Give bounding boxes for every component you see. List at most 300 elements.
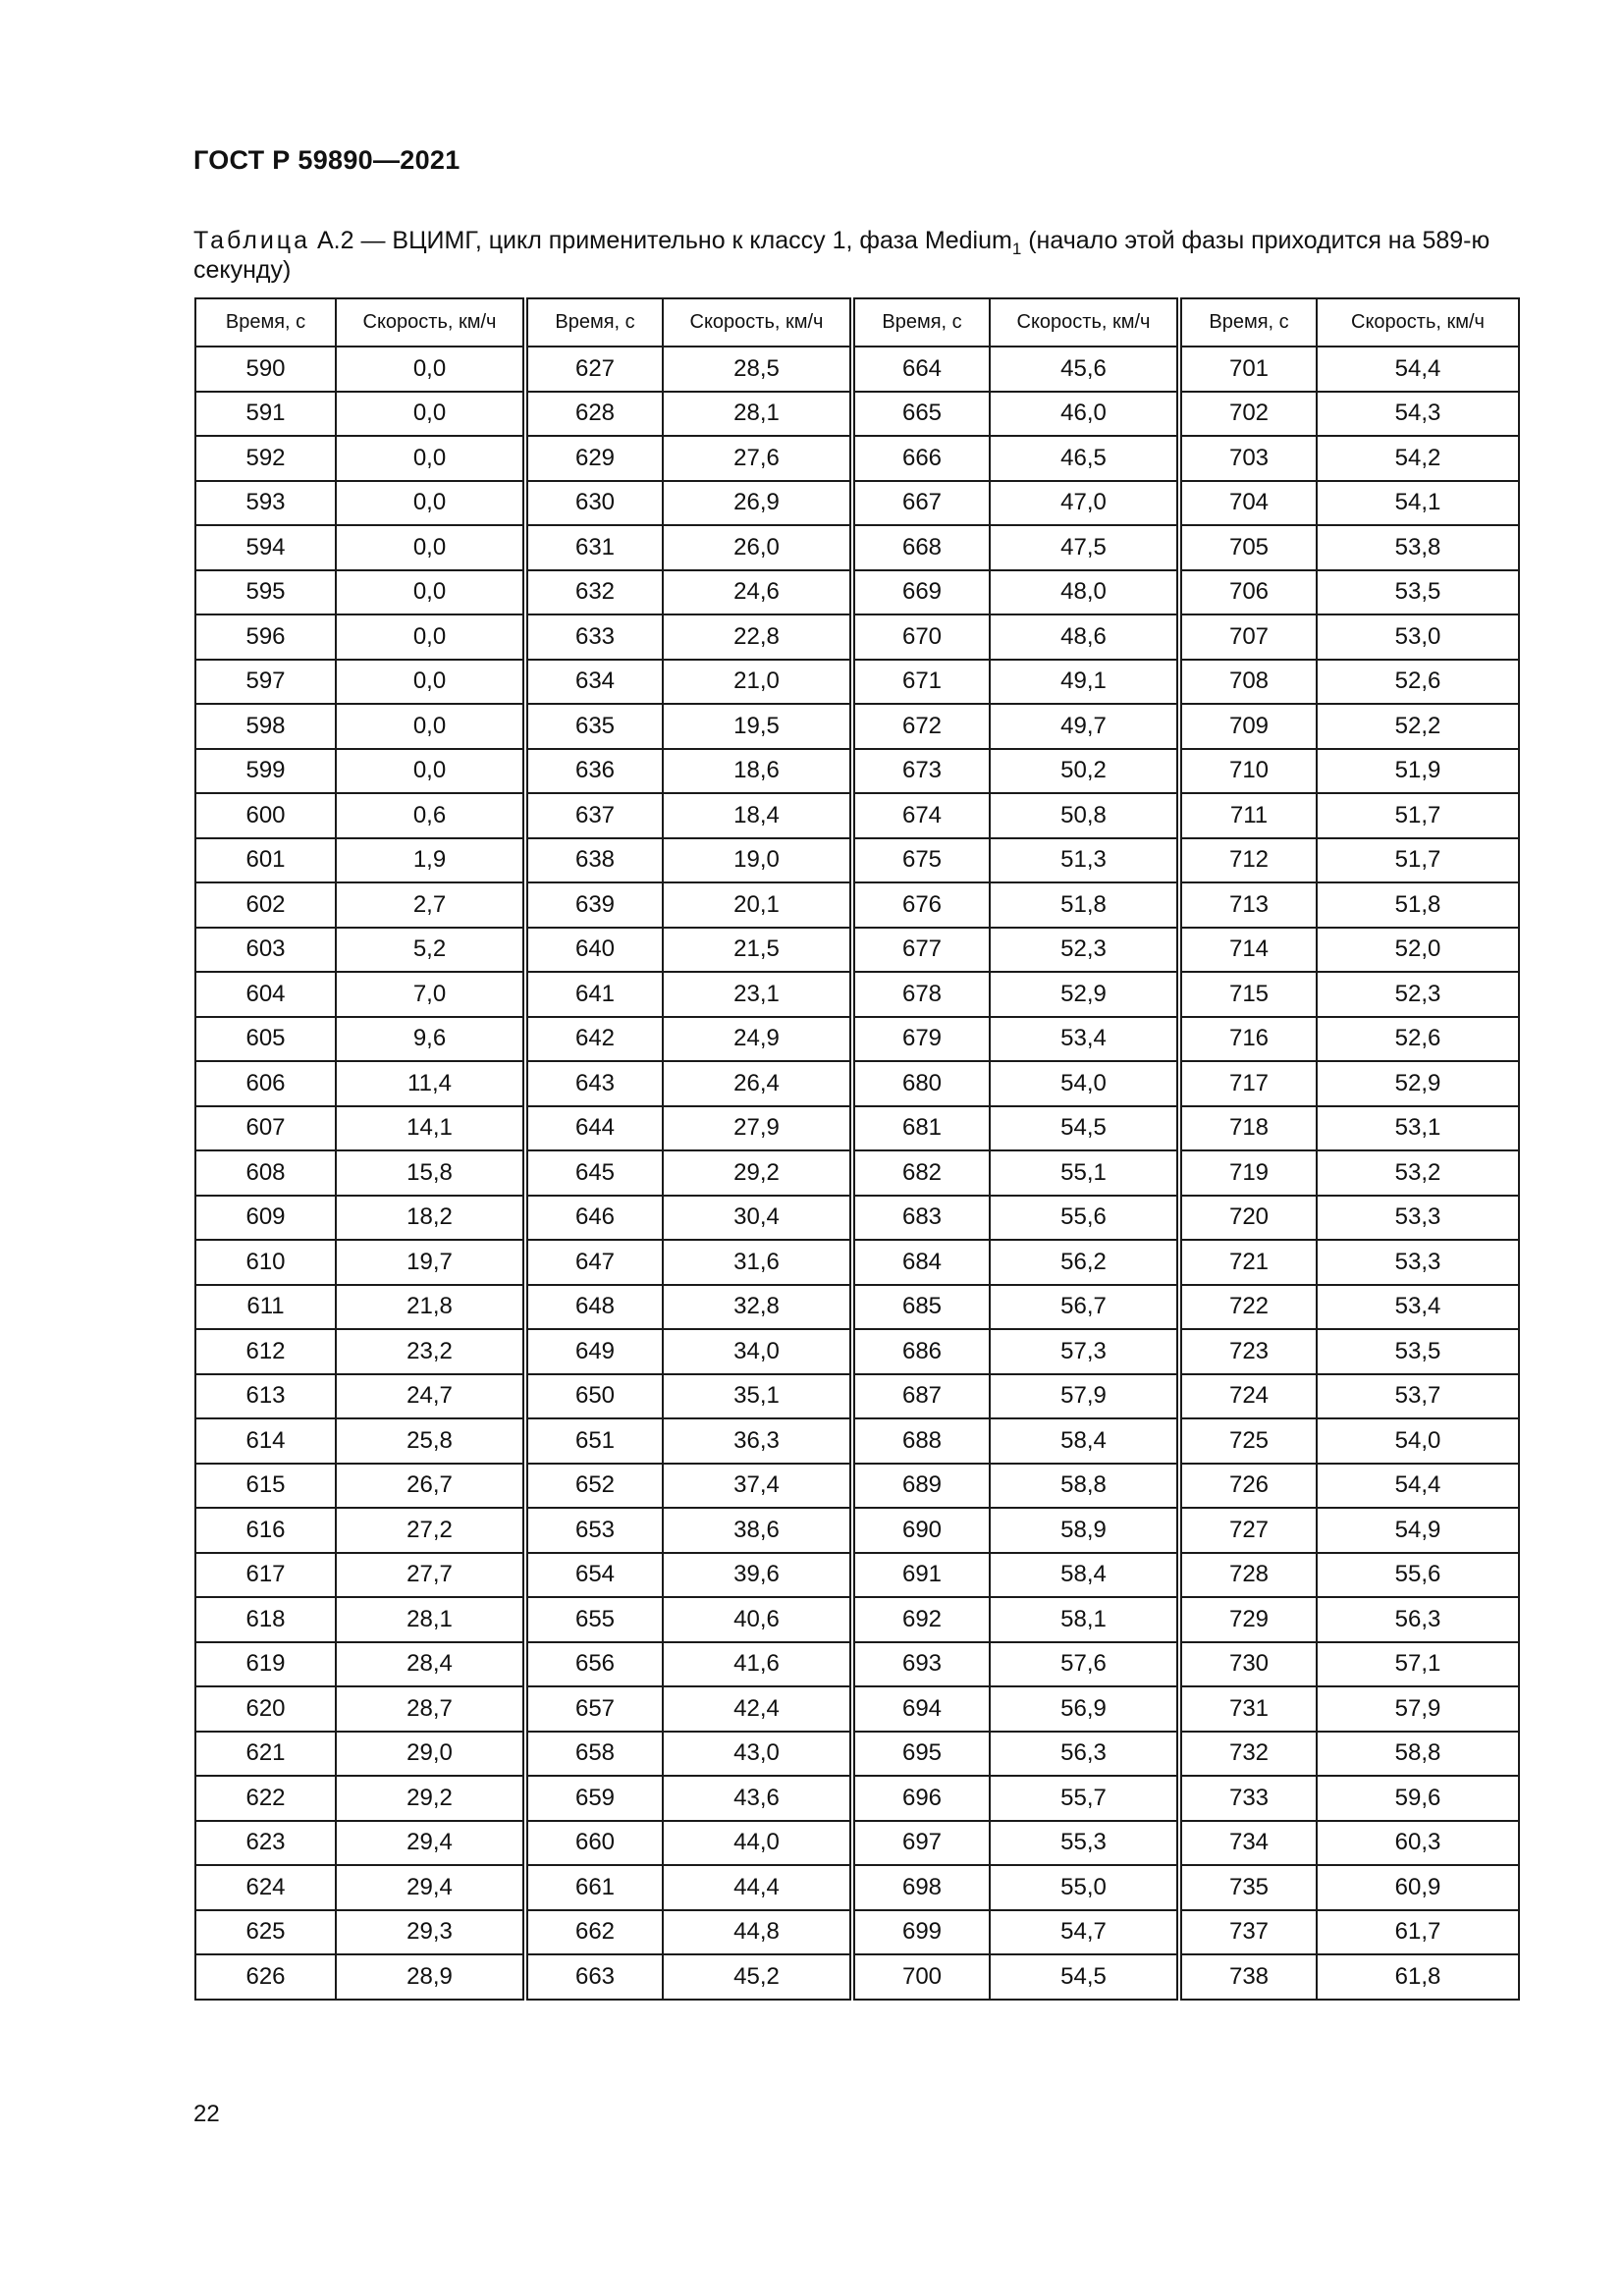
cell-speed: 29,4 <box>336 1821 525 1866</box>
cell-time: 642 <box>525 1017 663 1062</box>
cell-speed: 57,9 <box>990 1374 1179 1419</box>
cell-speed: 59,6 <box>1317 1776 1519 1821</box>
cell-time: 596 <box>195 614 336 660</box>
table-row <box>195 1464 1519 1509</box>
cell-speed: 14,1 <box>336 1106 525 1151</box>
cell-time: 622 <box>195 1776 336 1821</box>
cell-speed: 55,6 <box>1317 1553 1519 1598</box>
cell-speed: 27,9 <box>663 1106 852 1151</box>
cell-speed: 44,0 <box>663 1821 852 1866</box>
cell-speed: 37,4 <box>663 1464 852 1509</box>
cell-time: 734 <box>1179 1821 1317 1866</box>
cell-time: 720 <box>1179 1196 1317 1241</box>
cell-speed: 58,9 <box>990 1508 1179 1553</box>
cell-time: 709 <box>1179 704 1317 749</box>
cell-time: 617 <box>195 1553 336 1598</box>
cell-speed: 52,3 <box>1317 972 1519 1017</box>
table-row <box>195 1732 1519 1777</box>
cell-time: 699 <box>852 1910 990 1955</box>
cell-speed: 58,8 <box>990 1464 1179 1509</box>
cell-time: 638 <box>525 838 663 883</box>
table-row <box>195 570 1519 615</box>
cell-speed: 49,1 <box>990 660 1179 705</box>
cell-time: 674 <box>852 793 990 838</box>
cell-speed: 1,9 <box>336 838 525 883</box>
cell-time: 601 <box>195 838 336 883</box>
table-row <box>195 1954 1519 2000</box>
cell-speed: 55,7 <box>990 1776 1179 1821</box>
cell-time: 690 <box>852 1508 990 1553</box>
cell-speed: 58,1 <box>990 1597 1179 1642</box>
cell-speed: 29,2 <box>336 1776 525 1821</box>
cell-speed: 60,9 <box>1317 1865 1519 1910</box>
cell-time: 726 <box>1179 1464 1317 1509</box>
cell-time: 654 <box>525 1553 663 1598</box>
cell-time: 608 <box>195 1150 336 1196</box>
cell-speed: 53,4 <box>990 1017 1179 1062</box>
cell-time: 630 <box>525 481 663 526</box>
cell-time: 656 <box>525 1642 663 1687</box>
cell-speed: 58,4 <box>990 1553 1179 1598</box>
cell-speed: 53,1 <box>1317 1106 1519 1151</box>
cell-speed: 11,4 <box>336 1061 525 1106</box>
cell-time: 600 <box>195 793 336 838</box>
cell-time: 717 <box>1179 1061 1317 1106</box>
cell-speed: 53,3 <box>1317 1240 1519 1285</box>
cell-speed: 51,7 <box>1317 793 1519 838</box>
cell-speed: 0,0 <box>336 660 525 705</box>
cell-speed: 27,7 <box>336 1553 525 1598</box>
table-row <box>195 1374 1519 1419</box>
cell-time: 719 <box>1179 1150 1317 1196</box>
cell-time: 618 <box>195 1597 336 1642</box>
cell-speed: 56,9 <box>990 1686 1179 1732</box>
cell-time: 602 <box>195 882 336 928</box>
table-row <box>195 1061 1519 1106</box>
cell-speed: 26,9 <box>663 481 852 526</box>
cell-speed: 54,9 <box>1317 1508 1519 1553</box>
cell-time: 729 <box>1179 1597 1317 1642</box>
cell-time: 621 <box>195 1732 336 1777</box>
cell-speed: 56,7 <box>990 1285 1179 1330</box>
caption-text: А.2 — ВЦИМГ, цикл применительно к классу 1, фаза Medium <box>310 227 1012 254</box>
cell-speed: 18,4 <box>663 793 852 838</box>
table-row <box>195 1553 1519 1598</box>
cell-speed: 53,7 <box>1317 1374 1519 1419</box>
cell-time: 666 <box>852 436 990 481</box>
cell-speed: 0,0 <box>336 614 525 660</box>
cell-speed: 20,1 <box>663 882 852 928</box>
table-row <box>195 1017 1519 1062</box>
cell-speed: 0,0 <box>336 570 525 615</box>
cell-speed: 52,6 <box>1317 660 1519 705</box>
cell-time: 710 <box>1179 749 1317 794</box>
cell-time: 599 <box>195 749 336 794</box>
cell-speed: 18,2 <box>336 1196 525 1241</box>
cell-time: 616 <box>195 1508 336 1553</box>
cell-speed: 28,4 <box>336 1642 525 1687</box>
table-body <box>195 347 1519 2000</box>
cell-time: 650 <box>525 1374 663 1419</box>
cell-speed: 15,8 <box>336 1150 525 1196</box>
cell-time: 593 <box>195 481 336 526</box>
cell-speed: 27,2 <box>336 1508 525 1553</box>
table-row <box>195 1776 1519 1821</box>
cell-time: 688 <box>852 1418 990 1464</box>
column-header-speed: Скорость, км/ч <box>663 298 852 347</box>
cell-time: 715 <box>1179 972 1317 1017</box>
cell-speed: 24,7 <box>336 1374 525 1419</box>
cell-speed: 52,0 <box>1317 928 1519 973</box>
table-row <box>195 614 1519 660</box>
cell-speed: 28,7 <box>336 1686 525 1732</box>
cell-speed: 26,7 <box>336 1464 525 1509</box>
table-row <box>195 838 1519 883</box>
cell-speed: 21,5 <box>663 928 852 973</box>
cell-speed: 29,2 <box>663 1150 852 1196</box>
cell-speed: 22,8 <box>663 614 852 660</box>
cell-speed: 25,8 <box>336 1418 525 1464</box>
cell-speed: 41,6 <box>663 1642 852 1687</box>
cell-time: 680 <box>852 1061 990 1106</box>
cell-time: 606 <box>195 1061 336 1106</box>
cell-speed: 51,8 <box>990 882 1179 928</box>
column-header-time: Время, с <box>1179 298 1317 347</box>
cell-speed: 0,0 <box>336 347 525 392</box>
cell-time: 672 <box>852 704 990 749</box>
cell-time: 705 <box>1179 525 1317 570</box>
cell-speed: 0,0 <box>336 481 525 526</box>
table-row <box>195 1910 1519 1955</box>
cell-speed: 48,0 <box>990 570 1179 615</box>
cell-time: 731 <box>1179 1686 1317 1732</box>
cell-speed: 34,0 <box>663 1329 852 1374</box>
cell-speed: 51,9 <box>1317 749 1519 794</box>
cell-time: 702 <box>1179 392 1317 437</box>
cell-time: 678 <box>852 972 990 1017</box>
cell-time: 679 <box>852 1017 990 1062</box>
cell-speed: 54,5 <box>990 1954 1179 2000</box>
cell-time: 623 <box>195 1821 336 1866</box>
cell-time: 692 <box>852 1597 990 1642</box>
cell-speed: 57,9 <box>1317 1686 1519 1732</box>
cell-speed: 40,6 <box>663 1597 852 1642</box>
cell-speed: 44,8 <box>663 1910 852 1955</box>
cell-time: 619 <box>195 1642 336 1687</box>
cell-time: 671 <box>852 660 990 705</box>
cell-time: 658 <box>525 1732 663 1777</box>
table-row <box>195 1418 1519 1464</box>
table-row <box>195 882 1519 928</box>
cell-speed: 45,2 <box>663 1954 852 2000</box>
column-header-time: Время, с <box>525 298 663 347</box>
cell-speed: 60,3 <box>1317 1821 1519 1866</box>
cell-speed: 30,4 <box>663 1196 852 1241</box>
table-row <box>195 928 1519 973</box>
cell-speed: 44,4 <box>663 1865 852 1910</box>
cell-time: 612 <box>195 1329 336 1374</box>
table-row <box>195 1686 1519 1732</box>
column-header-speed: Скорость, км/ч <box>990 298 1179 347</box>
cell-speed: 54,5 <box>990 1106 1179 1151</box>
cell-speed: 0,0 <box>336 704 525 749</box>
cell-speed: 52,2 <box>1317 704 1519 749</box>
cell-speed: 19,7 <box>336 1240 525 1285</box>
cell-time: 649 <box>525 1329 663 1374</box>
cell-time: 698 <box>852 1865 990 1910</box>
cell-time: 607 <box>195 1106 336 1151</box>
cell-speed: 31,6 <box>663 1240 852 1285</box>
table-row <box>195 1150 1519 1196</box>
caption-prefix: Таблица <box>193 227 311 254</box>
cell-speed: 54,0 <box>1317 1418 1519 1464</box>
cell-time: 594 <box>195 525 336 570</box>
cell-speed: 27,6 <box>663 436 852 481</box>
cell-time: 664 <box>852 347 990 392</box>
cell-time: 725 <box>1179 1418 1317 1464</box>
cell-speed: 61,7 <box>1317 1910 1519 1955</box>
cell-time: 644 <box>525 1106 663 1151</box>
cell-time: 615 <box>195 1464 336 1509</box>
column-header-speed: Скорость, км/ч <box>1317 298 1519 347</box>
cell-time: 714 <box>1179 928 1317 973</box>
cell-speed: 52,9 <box>990 972 1179 1017</box>
table-row <box>195 1821 1519 1866</box>
cell-speed: 53,3 <box>1317 1196 1519 1241</box>
cell-speed: 19,0 <box>663 838 852 883</box>
cell-speed: 28,9 <box>336 1954 525 2000</box>
cell-time: 689 <box>852 1464 990 1509</box>
cell-time: 686 <box>852 1329 990 1374</box>
cell-time: 682 <box>852 1150 990 1196</box>
column-header-speed: Скорость, км/ч <box>336 298 525 347</box>
cell-time: 605 <box>195 1017 336 1062</box>
cell-speed: 53,8 <box>1317 525 1519 570</box>
cell-time: 685 <box>852 1285 990 1330</box>
cell-time: 683 <box>852 1196 990 1241</box>
cell-speed: 29,3 <box>336 1910 525 1955</box>
cell-time: 653 <box>525 1508 663 1553</box>
cell-time: 677 <box>852 928 990 973</box>
cell-time: 701 <box>1179 347 1317 392</box>
cell-time: 724 <box>1179 1374 1317 1419</box>
cell-speed: 52,6 <box>1317 1017 1519 1062</box>
cell-time: 636 <box>525 749 663 794</box>
cell-speed: 0,6 <box>336 793 525 838</box>
cell-time: 693 <box>852 1642 990 1687</box>
cell-speed: 54,4 <box>1317 347 1519 392</box>
cell-speed: 5,2 <box>336 928 525 973</box>
cell-speed: 42,4 <box>663 1686 852 1732</box>
cell-time: 647 <box>525 1240 663 1285</box>
table-row <box>195 704 1519 749</box>
column-header-time: Время, с <box>852 298 990 347</box>
cell-time: 641 <box>525 972 663 1017</box>
cell-time: 732 <box>1179 1732 1317 1777</box>
table-row <box>195 1597 1519 1642</box>
cell-speed: 23,1 <box>663 972 852 1017</box>
cell-speed: 54,7 <box>990 1910 1179 1955</box>
cell-time: 722 <box>1179 1285 1317 1330</box>
cell-speed: 57,1 <box>1317 1642 1519 1687</box>
cell-time: 661 <box>525 1865 663 1910</box>
cell-time: 713 <box>1179 882 1317 928</box>
cell-time: 603 <box>195 928 336 973</box>
cell-time: 662 <box>525 1910 663 1955</box>
column-header-time: Время, с <box>195 298 336 347</box>
table-caption <box>193 226 1519 285</box>
cell-speed: 21,8 <box>336 1285 525 1330</box>
table-row <box>195 1285 1519 1330</box>
cell-speed: 47,5 <box>990 525 1179 570</box>
cell-time: 660 <box>525 1821 663 1866</box>
cell-time: 652 <box>525 1464 663 1509</box>
cell-speed: 48,6 <box>990 614 1179 660</box>
cell-speed: 56,2 <box>990 1240 1179 1285</box>
cell-time: 633 <box>525 614 663 660</box>
cell-speed: 53,4 <box>1317 1285 1519 1330</box>
table-row <box>195 436 1519 481</box>
cell-speed: 58,8 <box>1317 1732 1519 1777</box>
cell-time: 643 <box>525 1061 663 1106</box>
cell-time: 628 <box>525 392 663 437</box>
cell-speed: 29,4 <box>336 1865 525 1910</box>
cell-time: 629 <box>525 436 663 481</box>
cell-time: 659 <box>525 1776 663 1821</box>
cell-time: 711 <box>1179 793 1317 838</box>
cell-time: 700 <box>852 1954 990 2000</box>
cell-speed: 47,0 <box>990 481 1179 526</box>
cell-time: 590 <box>195 347 336 392</box>
cell-speed: 9,6 <box>336 1017 525 1062</box>
table-row <box>195 749 1519 794</box>
cell-speed: 38,6 <box>663 1508 852 1553</box>
cell-speed: 46,0 <box>990 392 1179 437</box>
cell-time: 687 <box>852 1374 990 1419</box>
cell-speed: 2,7 <box>336 882 525 928</box>
cell-speed: 0,0 <box>336 436 525 481</box>
speed-table <box>194 297 1520 2001</box>
cell-time: 665 <box>852 392 990 437</box>
cell-time: 626 <box>195 1954 336 2000</box>
cell-time: 723 <box>1179 1329 1317 1374</box>
cell-speed: 43,6 <box>663 1776 852 1821</box>
table-row <box>195 793 1519 838</box>
cell-speed: 49,7 <box>990 704 1179 749</box>
cell-speed: 52,9 <box>1317 1061 1519 1106</box>
cell-time: 703 <box>1179 436 1317 481</box>
cell-time: 663 <box>525 1954 663 2000</box>
cell-speed: 53,5 <box>1317 1329 1519 1374</box>
cell-speed: 45,6 <box>990 347 1179 392</box>
cell-time: 738 <box>1179 1954 1317 2000</box>
cell-speed: 51,3 <box>990 838 1179 883</box>
cell-speed: 46,5 <box>990 436 1179 481</box>
cell-speed: 23,2 <box>336 1329 525 1374</box>
table-row <box>195 1508 1519 1553</box>
cell-speed: 36,3 <box>663 1418 852 1464</box>
cell-time: 632 <box>525 570 663 615</box>
cell-speed: 58,4 <box>990 1418 1179 1464</box>
cell-time: 730 <box>1179 1642 1317 1687</box>
cell-time: 634 <box>525 660 663 705</box>
cell-speed: 53,5 <box>1317 570 1519 615</box>
cell-time: 651 <box>525 1418 663 1464</box>
cell-time: 591 <box>195 392 336 437</box>
table-row <box>195 1329 1519 1374</box>
cell-speed: 26,0 <box>663 525 852 570</box>
cell-time: 610 <box>195 1240 336 1285</box>
cell-speed: 52,3 <box>990 928 1179 973</box>
cell-time: 625 <box>195 1910 336 1955</box>
cell-time: 640 <box>525 928 663 973</box>
cell-time: 708 <box>1179 660 1317 705</box>
cell-speed: 53,0 <box>1317 614 1519 660</box>
cell-speed: 51,8 <box>1317 882 1519 928</box>
cell-speed: 24,9 <box>663 1017 852 1062</box>
cell-speed: 61,8 <box>1317 1954 1519 2000</box>
cell-speed: 0,0 <box>336 525 525 570</box>
table-row <box>195 1865 1519 1910</box>
cell-speed: 54,0 <box>990 1061 1179 1106</box>
cell-time: 609 <box>195 1196 336 1241</box>
cell-speed: 35,1 <box>663 1374 852 1419</box>
cell-speed: 28,1 <box>663 392 852 437</box>
document-header: ГОСТ Р 59890—2021 <box>193 145 460 175</box>
cell-time: 728 <box>1179 1553 1317 1598</box>
cell-speed: 50,8 <box>990 793 1179 838</box>
cell-speed: 28,5 <box>663 347 852 392</box>
cell-speed: 28,1 <box>336 1597 525 1642</box>
cell-time: 676 <box>852 882 990 928</box>
cell-time: 681 <box>852 1106 990 1151</box>
cell-time: 707 <box>1179 614 1317 660</box>
cell-time: 655 <box>525 1597 663 1642</box>
cell-speed: 39,6 <box>663 1553 852 1598</box>
cell-speed: 55,0 <box>990 1865 1179 1910</box>
cell-time: 592 <box>195 436 336 481</box>
cell-time: 635 <box>525 704 663 749</box>
cell-speed: 54,2 <box>1317 436 1519 481</box>
table-row <box>195 347 1519 392</box>
cell-time: 691 <box>852 1553 990 1598</box>
caption-subscript: 1 <box>1011 240 1022 258</box>
table-row <box>195 1196 1519 1241</box>
cell-time: 648 <box>525 1285 663 1330</box>
cell-speed: 0,0 <box>336 392 525 437</box>
table-row <box>195 392 1519 437</box>
cell-time: 695 <box>852 1732 990 1777</box>
table-row <box>195 1106 1519 1151</box>
cell-time: 639 <box>525 882 663 928</box>
cell-speed: 56,3 <box>1317 1597 1519 1642</box>
cell-time: 645 <box>525 1150 663 1196</box>
cell-time: 721 <box>1179 1240 1317 1285</box>
cell-time: 637 <box>525 793 663 838</box>
cell-time: 667 <box>852 481 990 526</box>
cell-speed: 55,1 <box>990 1150 1179 1196</box>
cell-time: 646 <box>525 1196 663 1241</box>
cell-time: 597 <box>195 660 336 705</box>
cell-time: 704 <box>1179 481 1317 526</box>
caption-text-end: (начало этой фазы приходится на 589-ю секунду) <box>193 227 1490 284</box>
cell-speed: 21,0 <box>663 660 852 705</box>
cell-time: 716 <box>1179 1017 1317 1062</box>
cell-speed: 26,4 <box>663 1061 852 1106</box>
cell-speed: 29,0 <box>336 1732 525 1777</box>
cell-speed: 0,0 <box>336 749 525 794</box>
cell-speed: 51,7 <box>1317 838 1519 883</box>
